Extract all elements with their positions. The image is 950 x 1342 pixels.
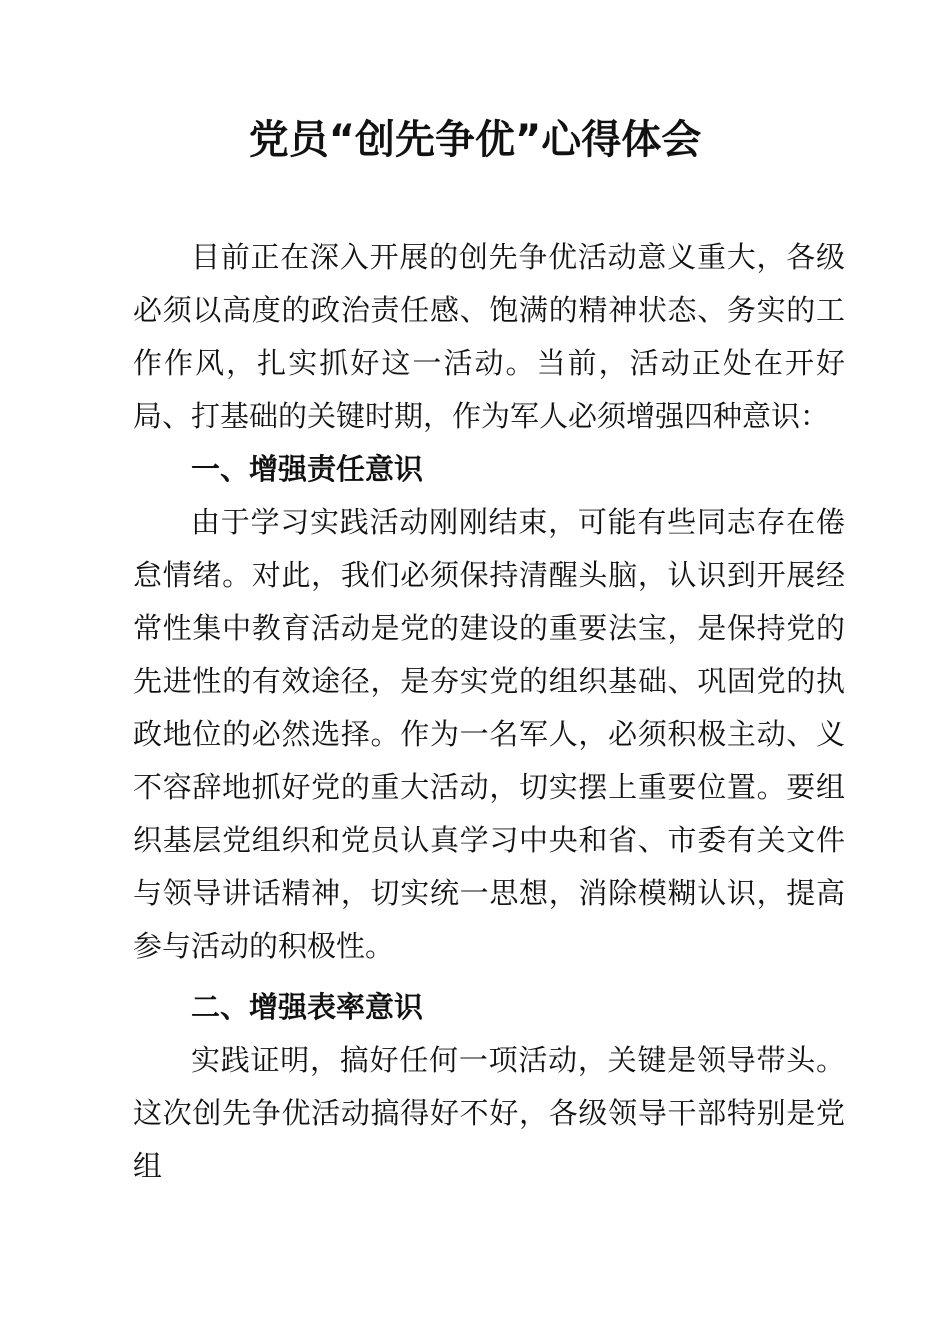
intro-paragraph: 目前正在深入开展的创先争优活动意义重大，各级必须以高度的政治责任感、饱满的精神状态、务实的工作作风，扎实抓好这一活动。当前，活动正处在开好局、打基础的关键时期，作为军人必须增强四种意识：: [133, 240, 845, 433]
document-body: [133, 231, 845, 1193]
section-paragraph-responsibility: 由于学习实践活动刚刚结束，可能有些同志存在倦怠情绪。对此，我们必须保持清醒头脑，认识到开展经常性集中教育活动是党的建设的重要法宝，是保持党的先进性的有效途径，是夯实党的组织基础、巩固党的执政地位的必然选择。作为一名军人，必须积极主动、义不容辞地抓好党的重大活动，切实摆上重要位置。要组织基层党组织和党员认真学习中央和省、市委有关文件与领导讲话精神，切实统一思想，消除模糊认识，提高参与活动的积极性。: [133, 505, 845, 963]
section-heading-exemplary: 二、增强表率意识: [191, 990, 424, 1024]
section-paragraph-exemplary: 实践证明，搞好任何一项活动，关键是领导带头。这次创先争优活动搞得好不好，各级领导干部特别是党组: [133, 1043, 845, 1183]
section-heading-responsibility: 一、增强责任意识: [191, 452, 424, 486]
document-title: 党员“创先争优”心得体会: [248, 117, 702, 163]
